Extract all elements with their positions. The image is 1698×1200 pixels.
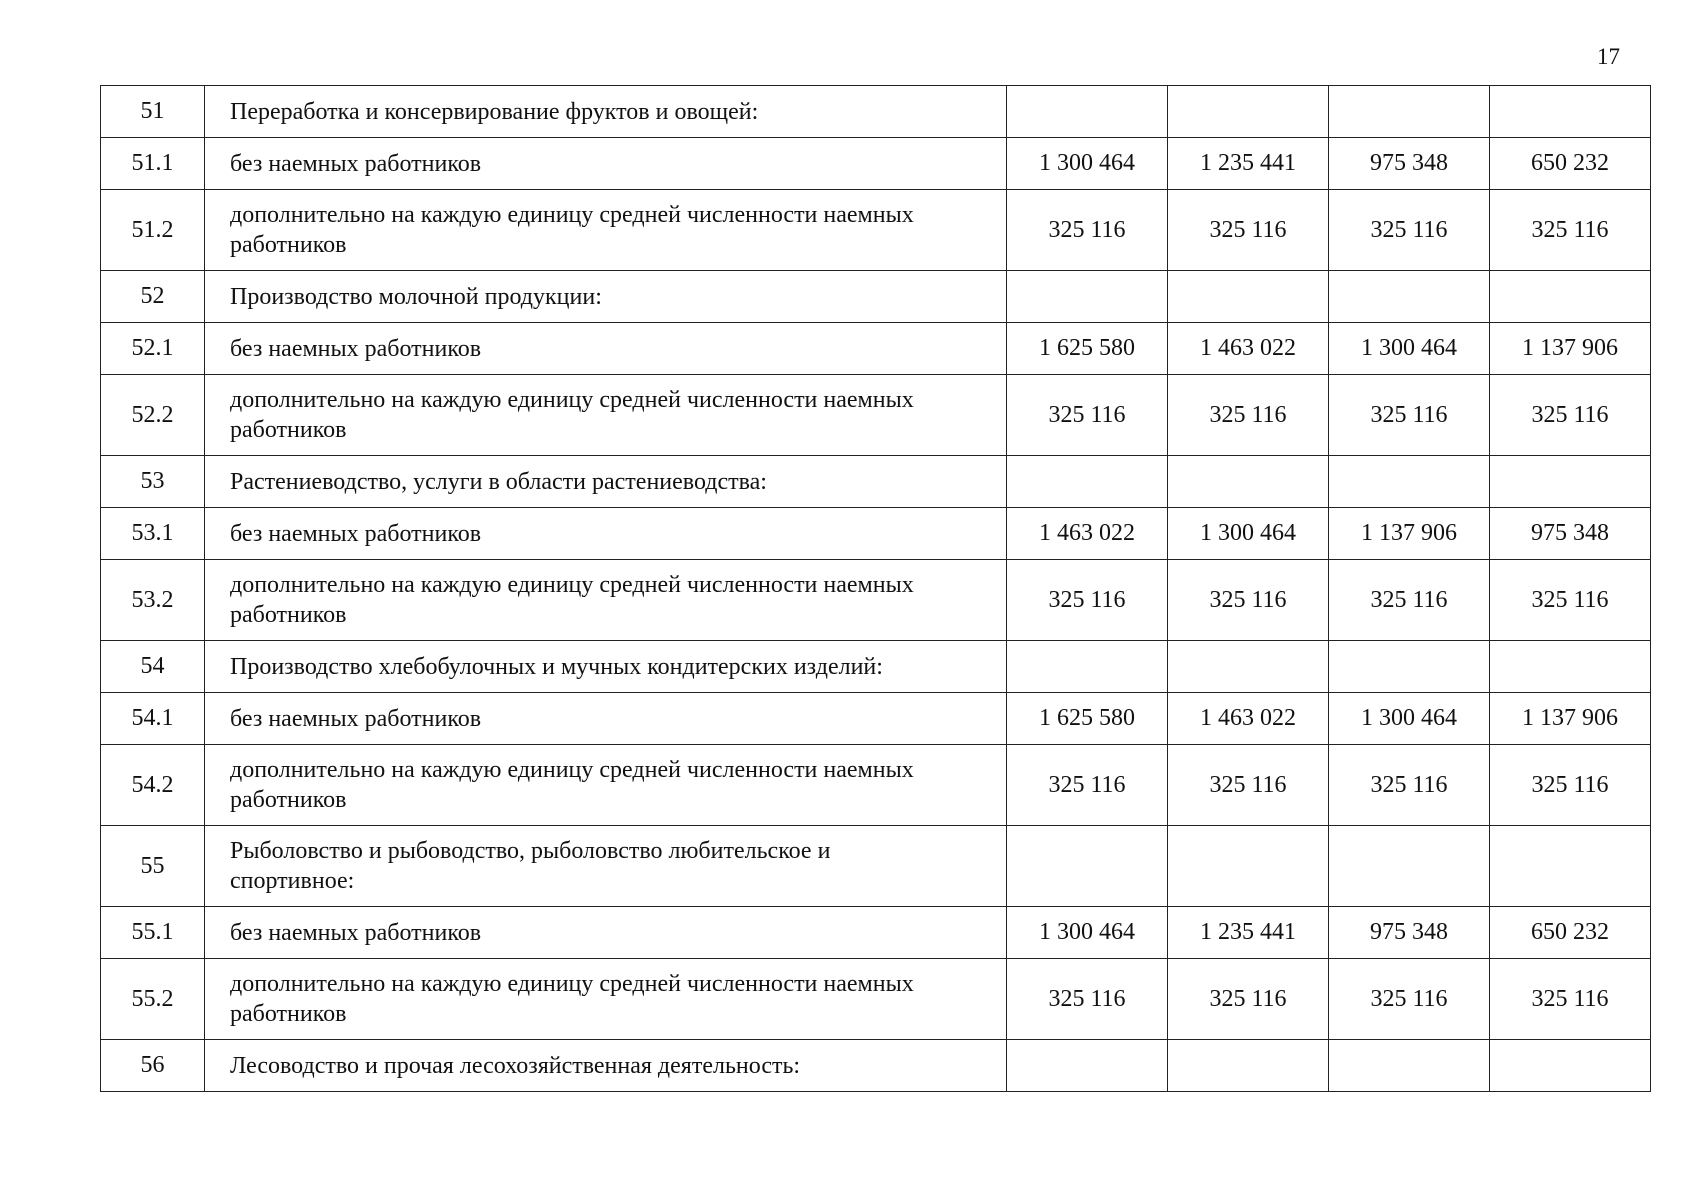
value-cell-1: 325 116	[1007, 560, 1168, 641]
value-cell-4	[1490, 641, 1651, 693]
activity-name-cell: Растениеводство, услуги в области растениеводства:	[205, 456, 1007, 508]
value-cell-4: 650 232	[1490, 907, 1651, 959]
value-cell-3: 1 137 906	[1329, 508, 1490, 560]
value-cell-3	[1329, 86, 1490, 138]
row-number-cell: 53.1	[101, 508, 205, 560]
activity-name-cell: без наемных работников	[205, 138, 1007, 190]
value-cell-3: 325 116	[1329, 560, 1490, 641]
page-number: 17	[1597, 44, 1620, 69]
value-cell-4: 1 137 906	[1490, 693, 1651, 745]
value-cell-3	[1329, 826, 1490, 907]
value-cell-3: 975 348	[1329, 907, 1490, 959]
value-cell-2: 325 116	[1168, 375, 1329, 456]
table-row	[101, 745, 1651, 826]
row-number-cell: 51.2	[101, 190, 205, 271]
value-cell-2: 1 463 022	[1168, 323, 1329, 375]
row-number-cell: 52	[101, 271, 205, 323]
tax-rates-table	[100, 85, 1651, 1092]
value-cell-4: 1 137 906	[1490, 323, 1651, 375]
value-cell-2: 1 235 441	[1168, 907, 1329, 959]
value-cell-1	[1007, 641, 1168, 693]
value-cell-4: 325 116	[1490, 190, 1651, 271]
value-cell-3	[1329, 1040, 1490, 1092]
row-number-cell: 56	[101, 1040, 205, 1092]
value-cell-1: 325 116	[1007, 375, 1168, 456]
activity-name-cell: дополнительно на каждую единицу средней численности наемных работников	[205, 190, 1007, 271]
value-cell-3: 325 116	[1329, 375, 1490, 456]
value-cell-3: 325 116	[1329, 745, 1490, 826]
table-row	[101, 959, 1651, 1040]
value-cell-1: 1 463 022	[1007, 508, 1168, 560]
table-row	[101, 907, 1651, 959]
value-cell-3: 1 300 464	[1329, 693, 1490, 745]
table-row	[101, 138, 1651, 190]
activity-name-cell: без наемных работников	[205, 508, 1007, 560]
value-cell-2: 1 300 464	[1168, 508, 1329, 560]
activity-name-cell: без наемных работников	[205, 323, 1007, 375]
row-number-cell: 52.1	[101, 323, 205, 375]
table-row	[101, 190, 1651, 271]
value-cell-1: 325 116	[1007, 959, 1168, 1040]
value-cell-1	[1007, 826, 1168, 907]
table-row	[101, 560, 1651, 641]
activity-name-cell: Рыболовство и рыбоводство, рыболовство любительское и спортивное:	[205, 826, 1007, 907]
value-cell-2	[1168, 456, 1329, 508]
value-cell-4	[1490, 456, 1651, 508]
activity-name-cell: дополнительно на каждую единицу средней численности наемных работников	[205, 375, 1007, 456]
value-cell-2	[1168, 826, 1329, 907]
value-cell-2: 1 463 022	[1168, 693, 1329, 745]
activity-name-cell: дополнительно на каждую единицу средней численности наемных работников	[205, 560, 1007, 641]
value-cell-2: 1 235 441	[1168, 138, 1329, 190]
value-cell-2	[1168, 1040, 1329, 1092]
value-cell-3	[1329, 641, 1490, 693]
activity-name-cell: Производство молочной продукции:	[205, 271, 1007, 323]
table-row	[101, 271, 1651, 323]
activity-name-cell: без наемных работников	[205, 693, 1007, 745]
value-cell-1: 1 625 580	[1007, 693, 1168, 745]
row-number-cell: 54	[101, 641, 205, 693]
table-row	[101, 323, 1651, 375]
value-cell-2: 325 116	[1168, 190, 1329, 271]
value-cell-2: 325 116	[1168, 560, 1329, 641]
value-cell-3	[1329, 456, 1490, 508]
table-row	[101, 375, 1651, 456]
row-number-cell: 55	[101, 826, 205, 907]
value-cell-1	[1007, 1040, 1168, 1092]
value-cell-3: 325 116	[1329, 959, 1490, 1040]
table-row	[101, 456, 1651, 508]
value-cell-2: 325 116	[1168, 959, 1329, 1040]
value-cell-1	[1007, 271, 1168, 323]
value-cell-1: 1 300 464	[1007, 907, 1168, 959]
value-cell-2	[1168, 641, 1329, 693]
value-cell-3	[1329, 271, 1490, 323]
table-row	[101, 693, 1651, 745]
table-row	[101, 508, 1651, 560]
activity-name-cell: Лесоводство и прочая лесохозяйственная деятельность:	[205, 1040, 1007, 1092]
activity-name-cell: дополнительно на каждую единицу средней численности наемных работников	[205, 745, 1007, 826]
value-cell-4: 325 116	[1490, 959, 1651, 1040]
value-cell-1: 325 116	[1007, 190, 1168, 271]
row-number-cell: 51	[101, 86, 205, 138]
table-row	[101, 641, 1651, 693]
value-cell-4: 975 348	[1490, 508, 1651, 560]
activity-name-cell: без наемных работников	[205, 907, 1007, 959]
row-number-cell: 54.1	[101, 693, 205, 745]
value-cell-1	[1007, 86, 1168, 138]
value-cell-1: 1 625 580	[1007, 323, 1168, 375]
value-cell-4: 650 232	[1490, 138, 1651, 190]
value-cell-2: 325 116	[1168, 745, 1329, 826]
value-cell-3: 325 116	[1329, 190, 1490, 271]
table-row	[101, 826, 1651, 907]
row-number-cell: 52.2	[101, 375, 205, 456]
table-row	[101, 86, 1651, 138]
value-cell-1	[1007, 456, 1168, 508]
activity-name-cell: Производство хлебобулочных и мучных кондитерских изделий:	[205, 641, 1007, 693]
activity-name-cell: Переработка и консервирование фруктов и овощей:	[205, 86, 1007, 138]
value-cell-4	[1490, 1040, 1651, 1092]
value-cell-3: 1 300 464	[1329, 323, 1490, 375]
value-cell-4	[1490, 86, 1651, 138]
value-cell-2	[1168, 86, 1329, 138]
table-row	[101, 1040, 1651, 1092]
value-cell-4: 325 116	[1490, 375, 1651, 456]
row-number-cell: 55.2	[101, 959, 205, 1040]
row-number-cell: 54.2	[101, 745, 205, 826]
row-number-cell: 53.2	[101, 560, 205, 641]
value-cell-3: 975 348	[1329, 138, 1490, 190]
row-number-cell: 55.1	[101, 907, 205, 959]
value-cell-4: 325 116	[1490, 560, 1651, 641]
table-body	[101, 86, 1651, 1092]
row-number-cell: 51.1	[101, 138, 205, 190]
value-cell-1: 325 116	[1007, 745, 1168, 826]
value-cell-4	[1490, 271, 1651, 323]
value-cell-4	[1490, 826, 1651, 907]
row-number-cell: 53	[101, 456, 205, 508]
value-cell-2	[1168, 271, 1329, 323]
value-cell-4: 325 116	[1490, 745, 1651, 826]
activity-name-cell: дополнительно на каждую единицу средней численности наемных работников	[205, 959, 1007, 1040]
value-cell-1: 1 300 464	[1007, 138, 1168, 190]
